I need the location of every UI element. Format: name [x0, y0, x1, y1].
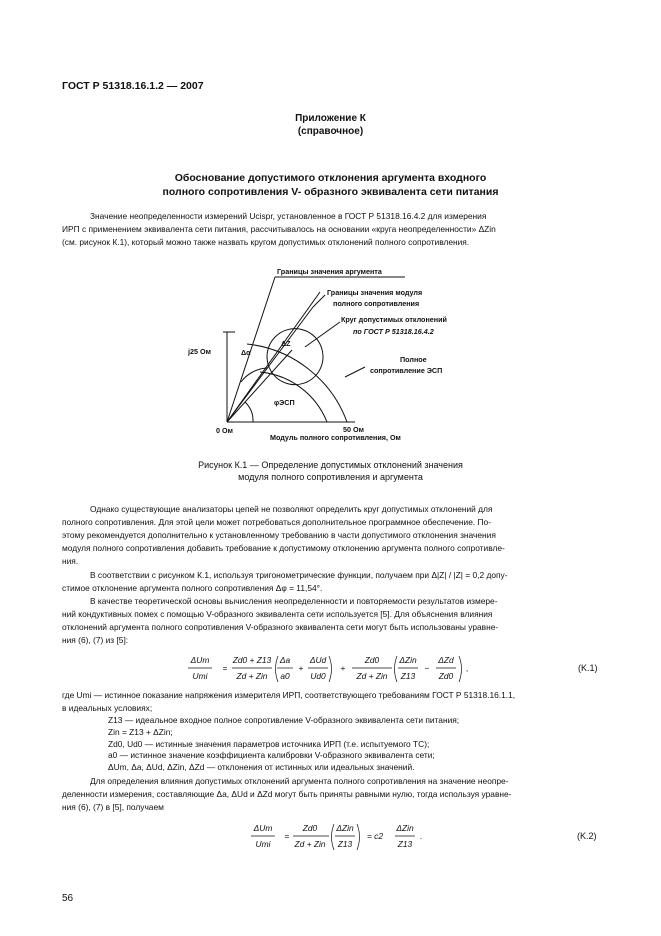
eq1-t1-den: Zd + Zin	[236, 671, 268, 681]
p4-line: Для определения влияния допустимых отклонений аргумента полного сопротивления на значение неопре-	[90, 776, 509, 786]
equation-k1	[180, 652, 600, 686]
label-mod-bounds-1: Границы значения модуля	[327, 288, 423, 297]
label-arg-bounds: Границы значения аргумента	[277, 267, 382, 276]
definition-item: ΔUm, Δa, ΔUd, ΔZin, ΔZd — отклонения от истинных или идеальных значений.	[108, 762, 415, 773]
eq2-r-num: ΔZin	[396, 823, 414, 833]
eq2-number: (K.2)	[577, 831, 597, 841]
eq1-p1a-num: Δa	[279, 655, 291, 665]
label-mod-bounds-2: полного сопротивления	[333, 299, 420, 308]
svg-text:+: +	[298, 663, 304, 673]
p4-line: деленности измерения, составляющие Δa, ΔUd и ΔZd могут быть приняты равными нулю, тогда используя уравне-	[62, 789, 512, 800]
p3-line: отклонений аргумента полного сопротивления V-образного эквивалента сети могут быть использованы уравне-	[62, 622, 499, 633]
eq1-t1-num: Zd0 + Z13	[232, 655, 272, 665]
p1-line: полного сопротивления. Для этой цели может потребоваться дополнительное программное обеспечение. По-	[62, 517, 492, 528]
label-y-tick: j25 Ом	[188, 347, 211, 356]
eq2-t-den: Zd + Zin	[294, 839, 326, 849]
label-full-2: сопротивление ЭСП	[370, 366, 443, 375]
p4-line: ния (6), (7) в [5], получаем	[62, 802, 164, 813]
p1-line: этому рекомендуется дополнительно к установленному требованию в части допустимого отклонения значения	[62, 530, 496, 541]
appendix-title: Приложение К	[295, 113, 366, 124]
svg-text:=: =	[284, 831, 290, 841]
p1-line: Однако существующие анализаторы цепей не позволяют определить круг допустимых отклонений для	[90, 504, 493, 514]
where-block	[62, 689, 599, 715]
p1-line: модуля полного сопротивления добавить требование к допустимому отклонению аргумента полного сопротивле-	[62, 543, 505, 554]
p3-line: ний кондуктивных помех с помощью V-образного эквивалента сети используется [5]. Для объяснения влияния	[62, 609, 493, 620]
equation-k2	[245, 820, 600, 854]
delta-alpha-arc	[241, 368, 267, 382]
svg-text:−: −	[424, 663, 430, 673]
leader-circle	[305, 322, 340, 347]
eq1-p2b-num: ΔZd	[438, 655, 454, 665]
eq2-lhs-num: ΔUm	[253, 823, 273, 833]
eq1-p1b-den: Ud0	[310, 671, 326, 681]
body-paragraph-1	[62, 503, 599, 568]
label-phi: φЭСП	[274, 398, 295, 407]
svg-text:.: .	[419, 831, 423, 841]
eq1-number: (K.1)	[578, 663, 598, 673]
page-number: 56	[62, 893, 74, 904]
eq1-p2a-den: Z13	[400, 671, 416, 681]
eq1-p1a-den: a0	[280, 671, 290, 681]
p3-line: ния (6), (7) из [5]:	[62, 635, 129, 646]
eq1-t2-den: Zd + Zin	[356, 671, 388, 681]
eq2-r-den: Z13	[397, 839, 413, 849]
label-x-zero: 0 Ом	[216, 426, 233, 435]
leader-full	[345, 367, 365, 377]
modulus-arc-inner	[260, 372, 327, 422]
heading-line-1: Обоснование допустимого отклонения аргумента входного	[174, 172, 487, 184]
eq2-t-num: Zd0	[302, 823, 318, 833]
eq1-lhs-den: Umi	[192, 671, 208, 681]
definition-item: Zd0, Ud0 — истинные значения параметров источника ИРП (т.е. испытуемого ТС);	[108, 738, 430, 749]
intro-line-3: (см. рисунок К.1), который можно также назвать кругом допустимых отклонений полного сопротивления.	[62, 237, 470, 248]
eq2-p-den: Z13	[337, 839, 353, 849]
figure-caption-line-1: Рисунок К.1 — Определение допустимых отклонений значения	[198, 460, 463, 470]
figure-k1-diagram	[188, 262, 465, 447]
eq1-p1b-num: ΔUd	[309, 655, 327, 665]
where-line-1: где Umi — истинное показание напряжения измерителя ИРП, соответствующего требованиям ГОСТ Р 51318.16.1.1,	[62, 690, 516, 700]
definition-item: Z13 — идеальное входное полное сопротивление V-образного эквивалента сети питания;	[108, 715, 460, 725]
label-delta-alpha: Δα	[241, 348, 251, 357]
svg-text:,: ,	[465, 663, 469, 673]
heading-line-2: полного сопротивления V- образного эквивалента сети питания	[162, 186, 499, 198]
p3-line: В качестве теоретической основы вычисления неопределенности и повторяемости результатов измере-	[90, 596, 498, 606]
leader-mod	[313, 295, 325, 307]
eq1-p2a-num: ΔZin	[399, 655, 417, 665]
eq1-lhs-num: ΔUm	[190, 655, 210, 665]
appendix-subtitle: (справочное)	[297, 126, 364, 137]
phi-arc	[245, 402, 253, 422]
definition-item: Zin = Z13 + ΔZin;	[108, 726, 173, 737]
eq2-p-num: ΔZin	[336, 823, 354, 833]
p2-line: стимое отклонение аргумента полного сопротивления Δφ = 11,54°.	[62, 583, 323, 594]
svg-text:+: +	[340, 663, 346, 673]
intro-paragraph	[62, 210, 599, 249]
body-paragraph-4	[62, 775, 599, 814]
impedance-vector	[227, 350, 292, 422]
label-circle-2: по ГОСТ Р 51318.16.4.2	[353, 327, 434, 336]
definitions-list	[108, 715, 598, 774]
svg-text:=: =	[222, 663, 228, 673]
eq2-rhs-mid: = c2	[366, 831, 384, 841]
body-paragraph-2	[62, 569, 599, 595]
figure-caption-line-2: модуля полного сопротивления и аргумента	[238, 472, 423, 482]
eq1-p2b-den: Zd0	[438, 671, 454, 681]
eq1-t2-num: Zd0	[364, 655, 380, 665]
p1-line: ния.	[62, 556, 79, 567]
definition-item: a0 — истинное значение коэффициента калибровки V-образного эквивалента сети;	[108, 750, 435, 761]
intro-line-2: ИРП с применением эквивалента сети питания, рассчитывалось на основании «круга неопределенности» ΔZin	[62, 224, 496, 235]
label-full-1: Полное	[400, 355, 427, 364]
p2-line: В соответствии с рисунком К.1, используя тригонометрические функции, получаем при Δ|Z| / |Z| = 0,2 допу-	[90, 570, 508, 580]
where-line-2: в идеальных условиях;	[62, 703, 153, 714]
eq2-lhs-den: Umi	[255, 839, 271, 849]
label-x-fifty: 50 Ом	[343, 425, 364, 434]
document-header: ГОСТ Р 51318.16.1.2 — 2007	[62, 80, 204, 92]
label-delta-z: ΔZ	[281, 339, 291, 348]
label-circle-1: Круг допустимых отклонений	[341, 315, 447, 324]
label-x-axis-title: Модуль полного сопротивления, Ом	[270, 433, 401, 442]
body-paragraph-3	[62, 595, 599, 647]
intro-line-1: Значение неопределенности измерений Ucispr, установленное в ГОСТ Р 51318.16.4.2 для измерения	[90, 211, 487, 221]
